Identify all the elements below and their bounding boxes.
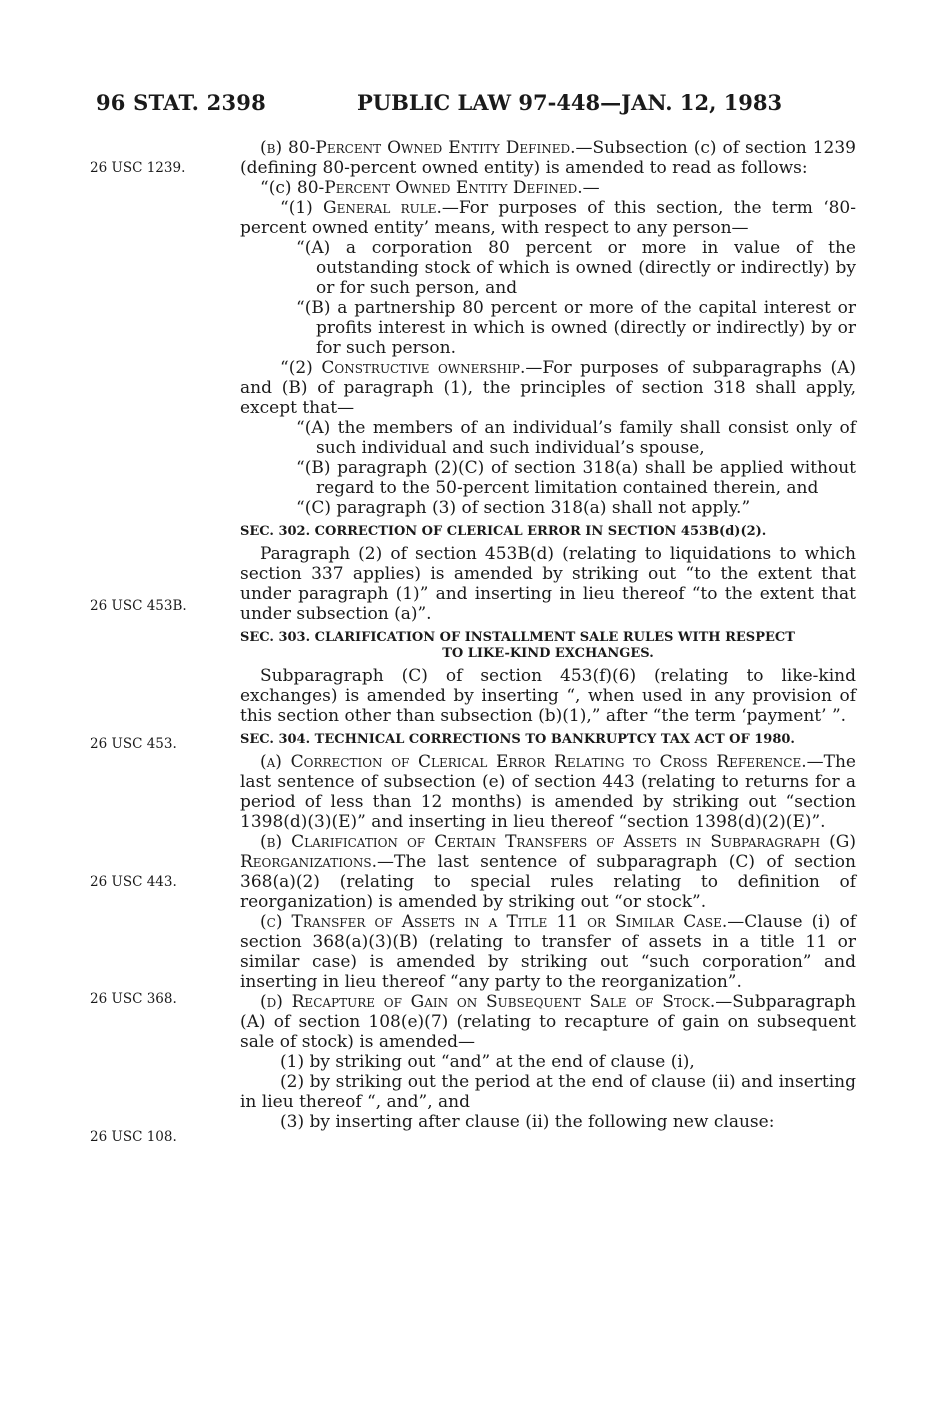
margin-note-453: 26 USC 453.	[90, 736, 177, 752]
clause-d1: (1) by striking out “and” at the end of clause (i),	[280, 1052, 695, 1072]
subsection-b: (b) 80-Percent Owned Entity Defined.—Subsection (c) of section 1239 (defining 80-percent owned entity) is amended to read as follows:	[240, 138, 856, 178]
paragraph-2-constructive-ownership: “(2) Constructive ownership.—For purposes of subparagraphs (A) and (B) of paragraph (1), the principles of section 318 shall apply, except that—	[240, 358, 856, 418]
section-304-c: (c) Transfer of Assets in a Title 11 or Similar Case.—Clause (i) of section 368(a)(3)(B) (relating to transfer of assets in a title 11 or similar case) is amended by striking out “such corporation” and inserting in lieu thereof “any party to the reorganization”.	[240, 912, 856, 992]
subparagraph-1a: “(A) a corporation 80 percent or more in value of the outstanding stock of which is owned (directly or indirectly) by or for such person, and	[296, 238, 856, 298]
margin-note-443: 26 USC 443.	[90, 874, 177, 890]
subparagraph-2a: “(A) the members of an individual’s family shall consist only of such individual and such individual’s spouse,	[296, 418, 856, 458]
statute-page-number: 96 STAT. 2398	[96, 90, 266, 115]
subparagraph-1b: “(B) a partnership 80 percent or more of the capital interest or profits interest in which is owned (directly or indirectly) by or for such person.	[296, 298, 856, 358]
clause-d3: (3) by inserting after clause (ii) the following new clause:	[280, 1112, 775, 1132]
clause-d2: (2) by striking out the period at the end of clause (ii) and inserting in lieu thereof “, and”, and	[240, 1072, 856, 1112]
section-302-text: Paragraph (2) of section 453B(d) (relating to liquidations to which section 337 applies) is amended by striking out “to the extent that under paragraph (1)” and inserting in lieu thereof “to the extent that under subsection (a)”.	[240, 544, 856, 624]
margin-note-453b: 26 USC 453B.	[90, 598, 187, 614]
subparagraph-2b: “(B) paragraph (2)(C) of section 318(a) shall be applied without regard to the 50-percent limitation contained therein, and	[296, 458, 856, 498]
section-304-b: (b) Clarification of Certain Transfers of Assets in Subparagraph (G) Reorganizations.—The last sentence of subparagraph (C) of section 368(a)(2) (relating to special rules relating to definition of reorganization) is amended by striking out “or stock”.	[240, 832, 856, 912]
document-body	[240, 138, 856, 1132]
section-304-heading: SEC. 304. TECHNICAL CORRECTIONS TO BANKRUPTCY TAX ACT OF 1980.	[240, 732, 795, 747]
paragraph-1-general-rule: “(1) General rule.—For purposes of this section, the term ‘80-percent owned entity’ means, with respect to any person—	[240, 198, 856, 238]
section-304-d: (d) Recapture of Gain on Subsequent Sale of Stock.—Subparagraph (A) of section 108(e)(7) (relating to recapture of gain on subsequent sale of stock) is amended—	[240, 992, 856, 1052]
subsection-c-heading: “(c) 80-Percent Owned Entity Defined.—	[260, 178, 600, 198]
subparagraph-2c: “(C) paragraph (3) of section 318(a) shall not apply.”	[296, 498, 751, 518]
margin-note-368: 26 USC 368.	[90, 991, 177, 1007]
page-title: PUBLIC LAW 97-448—JAN. 12, 1983	[357, 90, 783, 115]
margin-note-108: 26 USC 108.	[90, 1129, 177, 1145]
section-303-text: Subparagraph (C) of section 453(f)(6) (relating to like-kind exchanges) is amended by inserting “, when used in any provision of this section other than subsection (b)(1),” after “the term ‘payment’ ”.	[240, 666, 856, 726]
section-303-heading: SEC. 303. CLARIFICATION OF INSTALLMENT SALE RULES WITH RESPECT TO LIKE-KIND EXCHANGES.	[240, 630, 795, 661]
section-302-heading: SEC. 302. CORRECTION OF CLERICAL ERROR IN SECTION 453B(d)(2).	[240, 524, 767, 539]
section-304-a: (a) Correction of Clerical Error Relating to Cross Reference.—The last sentence of subsection (e) of section 443 (relating to returns for a period of less than 12 months) is amended by striking out “section 1398(d)(3)(E)” and inserting in lieu thereof “section 1398(d)(2)(E)”.	[240, 752, 856, 832]
margin-note-1239: 26 USC 1239.	[90, 160, 186, 176]
